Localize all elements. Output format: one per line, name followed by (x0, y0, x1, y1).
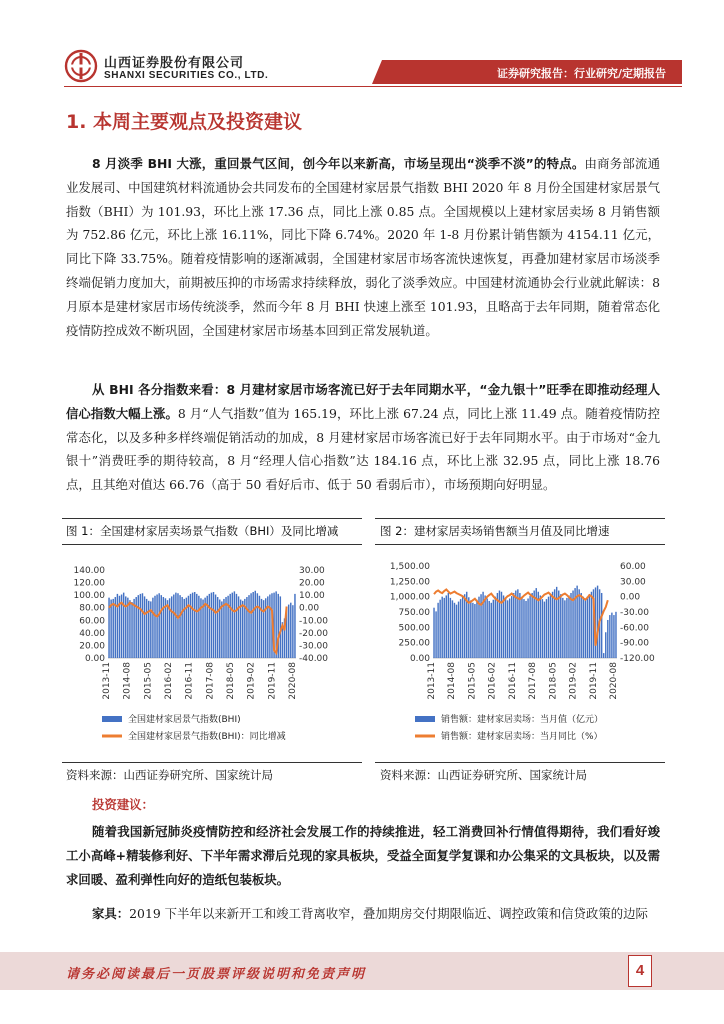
bar (591, 592, 592, 658)
bar (568, 595, 569, 658)
bar (127, 598, 128, 658)
bar (236, 594, 237, 658)
sales-chart (375, 552, 665, 762)
bar (290, 603, 291, 658)
company-name-cn: 山西证券股份有限公司 (104, 56, 245, 71)
bar (202, 600, 203, 658)
bar (252, 592, 253, 658)
figure-1-top-rule (62, 518, 362, 519)
bar (221, 601, 222, 658)
x-tick-label: 2019-11 (588, 662, 599, 700)
y-right-tick-label: 0.00 (299, 603, 320, 614)
paragraph-1-lead: 8 月淡季 BHI 大涨，重回景气区间，创今年以来新高，市场呈现出“淡季不淡”的特点。 (92, 156, 585, 171)
bar (242, 601, 243, 658)
bar (238, 596, 239, 658)
bar (433, 608, 434, 658)
y-left-tick-label: 1,000.00 (389, 592, 430, 603)
bar (550, 594, 551, 658)
bar (533, 591, 534, 658)
header-band-tail (372, 60, 382, 84)
bar (259, 596, 260, 658)
header-band (382, 60, 682, 84)
y-left-tick-label: 250.00 (398, 638, 430, 649)
paragraph-1 (66, 152, 660, 342)
bar (163, 597, 164, 658)
bar (294, 594, 295, 658)
y-right-tick-label: -120.00 (620, 654, 655, 664)
bar (497, 593, 498, 658)
bar (601, 593, 602, 658)
y-right-tick-label: -40.00 (299, 654, 329, 664)
bar (154, 596, 155, 658)
x-tick-label: 2013-11 (102, 662, 113, 700)
bar (556, 587, 557, 658)
x-tick-label: 2016-11 (184, 662, 195, 700)
footer-disclaimer: 请务必阅读最后一页股票评级说明和免责声明 (66, 967, 367, 982)
bar (456, 605, 457, 658)
bar (484, 595, 485, 658)
y-left-tick-label: 140.00 (73, 566, 105, 576)
bar (495, 597, 496, 658)
bar (458, 602, 459, 658)
bar (112, 599, 113, 658)
bar (209, 594, 210, 658)
advice-title: 投资建议： (92, 797, 154, 812)
bar (192, 593, 193, 658)
bar (615, 612, 616, 658)
bar (144, 596, 145, 658)
y-right-tick-label: -60.00 (620, 623, 650, 634)
bar (564, 600, 565, 658)
figure-1-title-rule (62, 544, 362, 545)
x-tick-label: 2014-08 (122, 662, 133, 700)
bar (554, 589, 555, 658)
bar (204, 598, 205, 658)
bar (269, 595, 270, 658)
y-left-tick-label: 0.00 (409, 654, 430, 664)
bar (460, 599, 461, 658)
bar (240, 600, 241, 658)
legend-line-label: 全国建材家居景气指数(BHI)：同比增减 (128, 732, 286, 742)
y-left-tick-label: 80.00 (79, 603, 105, 614)
bar (246, 597, 247, 658)
bar (234, 591, 235, 658)
bar (177, 593, 178, 658)
bar (486, 599, 487, 658)
y-right-tick-label: 30.00 (620, 577, 646, 588)
bar (540, 595, 541, 658)
figure-1-title: 图 1：全国建材家居卖场景气指数（BHI）及同比增减 (66, 524, 339, 538)
y-right-tick-label: 30.00 (299, 566, 325, 576)
bar (548, 597, 549, 658)
bar (507, 600, 508, 658)
figure-2-bottom-rule (375, 762, 665, 763)
bar (609, 615, 610, 658)
y-right-tick-label: 0.00 (620, 592, 641, 603)
bar (478, 597, 479, 658)
bar (435, 611, 436, 658)
paragraph-2 (66, 378, 660, 497)
bar (198, 596, 199, 658)
x-tick-label: 2014-08 (447, 662, 458, 700)
x-tick-label: 2019-02 (568, 662, 579, 700)
bar (179, 595, 180, 658)
bar (439, 600, 440, 658)
legend-bar-swatch (415, 716, 435, 722)
company-logo-icon (64, 49, 98, 83)
figure-2-top-rule (375, 518, 665, 519)
legend-bar-label: 销售额：建材家居卖场：当月值（亿元） (441, 715, 604, 725)
bar (123, 593, 124, 658)
bar (597, 586, 598, 658)
paragraph-3 (66, 820, 660, 891)
bar (589, 594, 590, 658)
bar (175, 593, 176, 658)
y-left-tick-label: 750.00 (398, 608, 430, 618)
bar (223, 599, 224, 658)
bar (562, 598, 563, 658)
figure-2-title-rule (375, 544, 665, 545)
bar (211, 593, 212, 658)
bar (138, 595, 139, 658)
x-tick-label: 2017-08 (205, 662, 216, 700)
bar (587, 597, 588, 658)
bar (261, 599, 262, 658)
bar (232, 593, 233, 658)
bar (444, 598, 445, 658)
x-tick-label: 2020-08 (287, 662, 298, 700)
bar (146, 599, 147, 658)
company-name-en: SHANXI SECURITIES CO., LTD. (104, 70, 269, 81)
bar (161, 595, 162, 658)
x-tick-label: 2015-05 (143, 662, 154, 700)
bar (213, 592, 214, 658)
bar (570, 593, 571, 658)
paragraph-1-body: 由商务部流通业发展司、中国建筑材料流通协会共同发布的全国建材家居景气指数 BHI 2020 年 8 月份全国建材家居景气指数（BHI）为 101.93，环比上涨 17.36 点，同比上涨 0.85 点。全国规模以上建材家居卖场 8 月销售额为 752.86 亿元，环比上涨 16.11%，同比下降 6.74%。2020 年 1-8 月份累计销售额为 4154.11 亿元，同比下降 33.75%。随着疫情影响的逐渐减弱，全国建材家居市场客流快速恢复，再叠加建材家居市场淡季终端促销力度加大，前期被压抑的市场需求持续释放，弱化了淡季效应。中国建材流通协会行业就此解读：8 月原本是建材家居市场传统淡季，然而今年 8 月 BHI 快速上涨至 101.93，且略高于去年同期，随着常态化疫情防控成效不断巩固，全国建材家居市场基本回到正常发展轨道。 (66, 156, 661, 338)
bar (583, 597, 584, 658)
bar (552, 592, 553, 658)
bar (288, 605, 289, 658)
bar (215, 595, 216, 658)
bar (263, 600, 264, 658)
bar (523, 599, 524, 658)
legend-bar-label: 全国建材家居景气指数(BHI) (128, 715, 241, 725)
y-right-tick-label: 20.00 (299, 578, 325, 589)
y-left-tick-label: 60.00 (79, 616, 105, 627)
bar (140, 594, 141, 658)
bar (152, 598, 153, 658)
x-tick-label: 2018-05 (548, 662, 559, 700)
y-left-tick-label: 500.00 (398, 623, 430, 634)
bar (173, 595, 174, 658)
bar (248, 595, 249, 658)
bar (156, 595, 157, 658)
y-right-tick-label: 60.00 (620, 562, 646, 572)
paragraph-4-body: 2019 下半年以来新开工和竣工背离收窄，叠加期房交付期限临近、调控政策和信贷政策的边际 (129, 906, 648, 921)
x-tick-label: 2019-02 (246, 662, 257, 700)
figure-1-source: 资料来源：山西证券研究所、国家统计局 (66, 768, 273, 782)
bar (566, 598, 567, 658)
paragraph-4-lead: 家具： (92, 906, 130, 921)
bar (468, 597, 469, 658)
bar (515, 591, 516, 658)
bar (476, 600, 477, 658)
y-right-tick-label: -10.00 (299, 616, 329, 627)
y-left-tick-label: 100.00 (73, 591, 105, 602)
x-tick-label: 2018-05 (225, 662, 236, 700)
bar (472, 603, 473, 658)
bar (546, 599, 547, 658)
bar (437, 603, 438, 658)
section-title: 1. 本周主要观点及投资建议 (66, 111, 303, 133)
report-type: 证券研究报告：行业研究/定期报告 (496, 67, 666, 80)
bar (521, 597, 522, 658)
x-tick-label: 2016-02 (164, 662, 175, 700)
bar (529, 596, 530, 658)
bar (578, 589, 579, 658)
bar (292, 605, 293, 658)
bar (525, 601, 526, 658)
page-number: 4 (628, 955, 652, 987)
bar (491, 603, 492, 658)
bar (117, 594, 118, 658)
bar (544, 602, 545, 658)
bar (158, 593, 159, 658)
bar (470, 600, 471, 658)
y-left-tick-label: 1,500.00 (389, 562, 430, 572)
bar (181, 597, 182, 658)
bar (505, 598, 506, 658)
x-tick-label: 2017-08 (528, 662, 539, 700)
y-right-tick-label: -30.00 (620, 608, 650, 618)
bar (441, 597, 442, 658)
paragraph-3-lead: 随着我国新冠肺炎疫情防控和经济社会发展工作的持续推进，轻工消费回补行情值得期待，我们看好竣工小高峰+精装修利好、下半年需求滞后兑现的家具板块，受益全面复学复课和办公集采的文具板块，以及需求回暖、盈利弹性向好的造纸包装板块。 (66, 824, 660, 887)
x-tick-label: 2019-11 (267, 662, 278, 700)
bar (558, 591, 559, 658)
bhi-chart (62, 552, 362, 762)
bar (229, 594, 230, 658)
x-tick-label: 2015-05 (467, 662, 478, 700)
bar (581, 593, 582, 658)
bar (167, 600, 168, 658)
y-right-tick-label: -90.00 (620, 638, 650, 649)
bar (538, 592, 539, 658)
bar (474, 604, 475, 658)
bar (133, 599, 134, 658)
bar (519, 593, 520, 658)
x-tick-label: 2016-02 (487, 662, 498, 700)
bar (446, 595, 447, 658)
y-right-tick-label: -20.00 (299, 628, 329, 639)
bar (171, 596, 172, 658)
figure-1-bottom-rule (62, 762, 362, 763)
bar (585, 599, 586, 658)
bar (607, 620, 608, 658)
y-left-tick-label: 1,250.00 (389, 577, 430, 588)
bar (452, 600, 453, 658)
y-right-tick-label: -30.00 (299, 641, 329, 652)
bar (250, 593, 251, 658)
figure-2-source: 资料来源：山西证券研究所、国家统计局 (380, 768, 587, 782)
figure-2-title: 图 2：建材家居卖场销售额当月值及同比增速 (380, 524, 610, 538)
y-right-tick-label: 10.00 (299, 591, 325, 602)
y-left-tick-label: 20.00 (79, 641, 105, 652)
bar (110, 600, 111, 658)
paragraph-2-body: 8 月“人气指数”值为 165.19，环比上涨 67.24 点，同比上涨 11.49 点。随着疫情防控常态化，以及多种多样终端促销活动的加成，8 月建材家居市场客流已好于去年同期水平。由于市场对“金九银十”消费旺季的期待较高，8 月“经理人信心指数”达 184.16 点，环比上涨 32.95 点，同比上涨 18.76 点，且其绝对值达 66.76（高于 50 看好后市、低于 50 看弱后市），市场预期向好明显。 (66, 405, 661, 493)
bar (489, 601, 490, 658)
bar (464, 594, 465, 658)
bar (148, 601, 149, 658)
bar (511, 596, 512, 658)
y-left-tick-label: 0.00 (84, 654, 105, 664)
bar (493, 600, 494, 658)
bar (190, 594, 191, 658)
bar (131, 602, 132, 658)
bar (509, 599, 510, 658)
bar (613, 615, 614, 658)
bar (560, 594, 561, 658)
bar (142, 593, 143, 658)
bar (531, 593, 532, 658)
bar (611, 613, 612, 658)
bar (194, 592, 195, 658)
bar (217, 597, 218, 658)
bar (255, 591, 256, 658)
bar (513, 593, 514, 658)
bar (225, 597, 226, 658)
bar (450, 598, 451, 658)
bar (196, 594, 197, 658)
paragraph-2-lead: 从 BHI 各分指数来看：8 月建材家居市场客流已好于去年同期水平，“金九银十”旺季在即推动经理人信心指数大幅上涨。 (66, 382, 660, 421)
bar (129, 600, 130, 658)
x-tick-label: 2013-11 (427, 662, 438, 700)
y-left-tick-label: 120.00 (73, 578, 105, 589)
bar (462, 596, 463, 658)
bar (605, 632, 606, 658)
bar (454, 603, 455, 658)
bar (603, 653, 604, 658)
legend-bar-swatch (102, 716, 122, 722)
x-tick-label: 2020-08 (608, 662, 619, 700)
bar (448, 593, 449, 658)
header-divider (64, 86, 682, 87)
paragraph-4 (66, 902, 660, 926)
bar (542, 599, 543, 658)
legend-line-label: 销售额：建材家居卖场：当月同比（%） (441, 732, 603, 742)
bar (527, 599, 528, 658)
bar (517, 589, 518, 658)
bar (503, 595, 504, 658)
y-left-tick-label: 40.00 (79, 628, 105, 639)
x-tick-label: 2016-11 (507, 662, 518, 700)
bar (257, 593, 258, 658)
